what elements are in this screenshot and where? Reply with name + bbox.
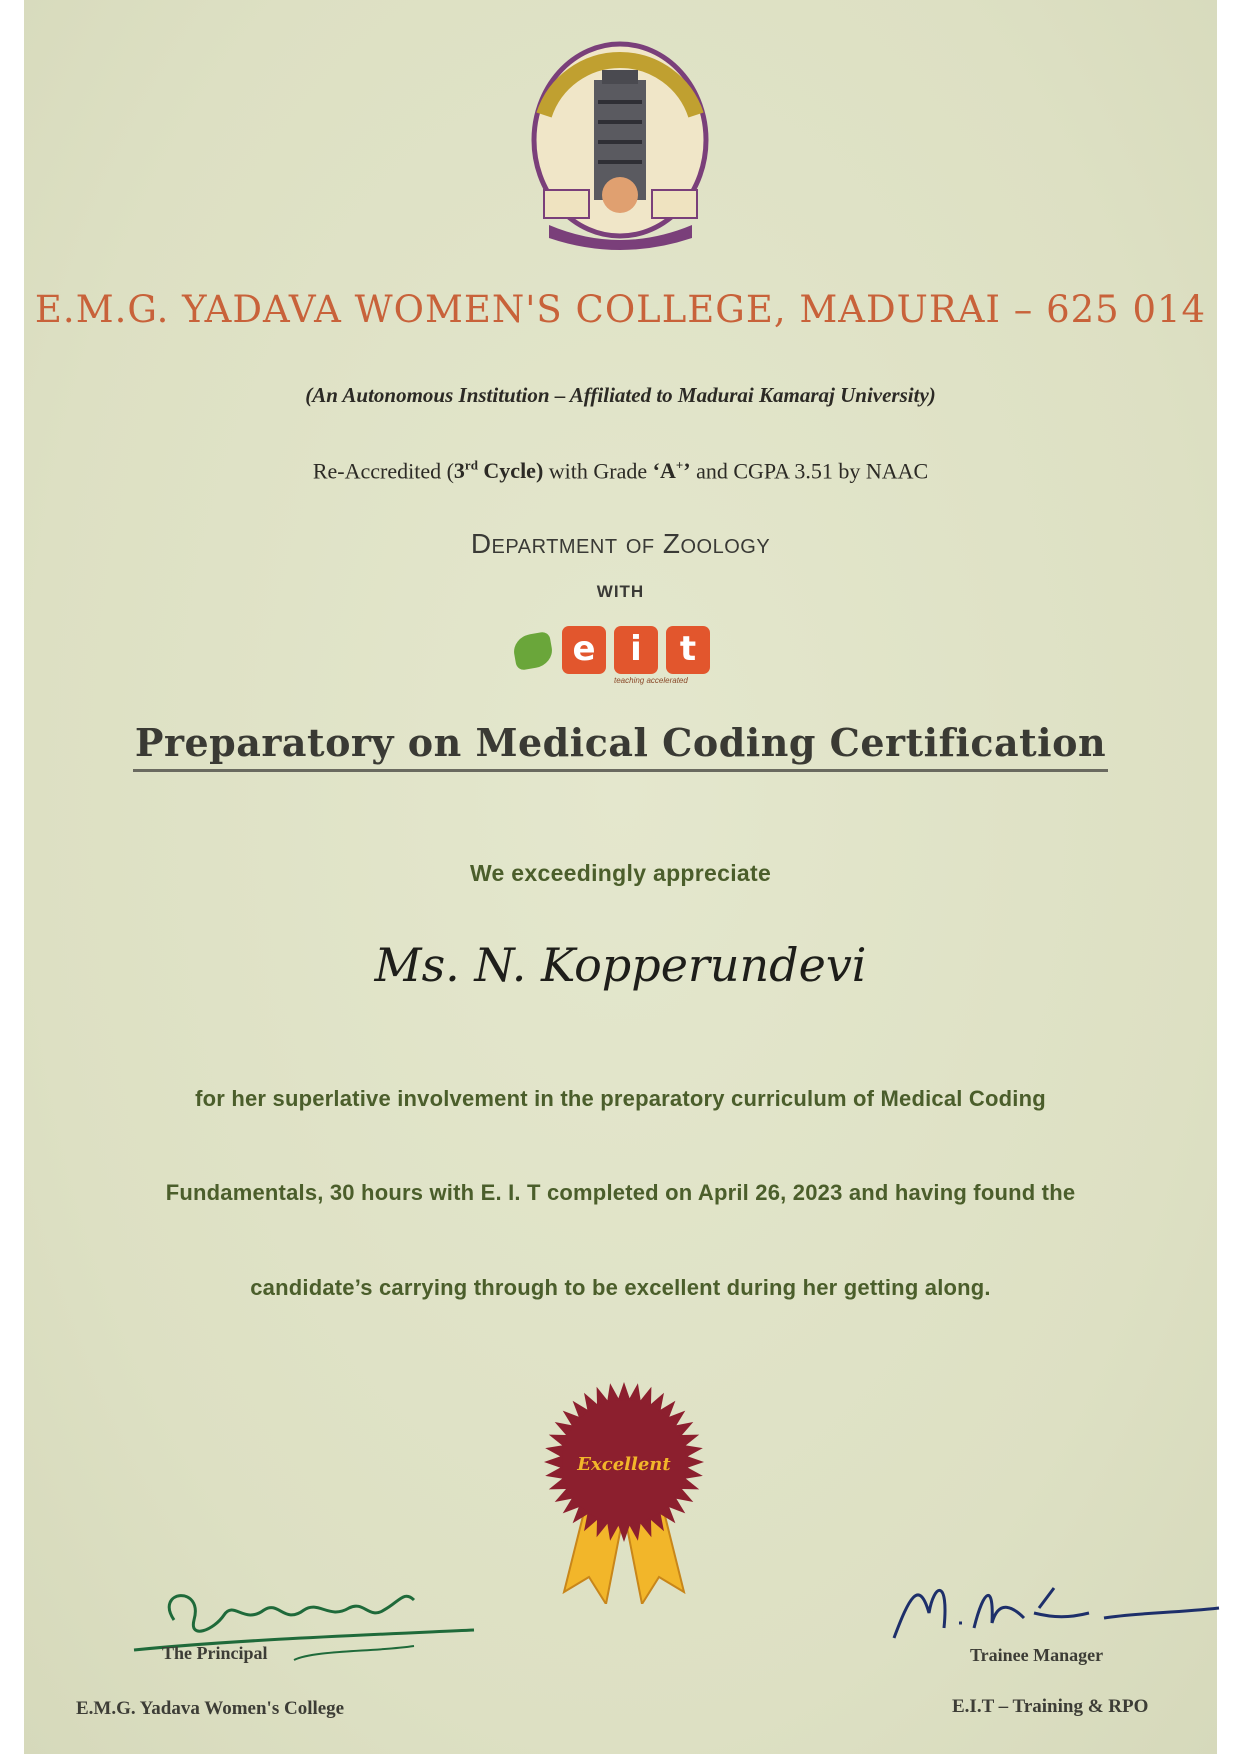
body-text-line-2: Fundamentals, 30 hours with E. I. T completed on April 26, 2023 and having found the — [165, 1180, 1076, 1205]
affiliation-line: (An Autonomous Institution – Affiliated to Madurai Kamaraj University) — [305, 383, 936, 407]
eit-letter-t: t — [666, 626, 710, 674]
eit-letter-e: e — [562, 626, 606, 674]
department-name: Department of Zoology — [470, 528, 771, 559]
accreditation-suffix: and CGPA 3.51 by NAAC — [690, 458, 929, 484]
eit-letter-i: i — [614, 626, 658, 674]
certificate-title: Preparatory on Medical Coding Certification — [24, 720, 1217, 765]
trainee-manager-signature — [874, 1568, 1224, 1648]
eit-tagline: teaching accelerated — [614, 676, 688, 685]
excellent-seal-icon — [544, 1372, 704, 1604]
body-text-line-1: for her superlative involvement in the preparatory curriculum of Medical Coding — [195, 1086, 1046, 1111]
appreciation-line: We exceedingly appreciate — [469, 860, 772, 886]
principal-title: The Principal — [162, 1643, 268, 1663]
accreditation-cycle: 3rd Cycle) — [453, 458, 544, 484]
leaf-icon — [511, 631, 554, 671]
accreditation-middle: with Grade — [543, 458, 653, 484]
eit-partner-logo — [514, 624, 734, 686]
trainee-manager-organization: E.I.T – Training & RPO — [952, 1696, 1149, 1717]
certificate-page — [24, 0, 1217, 1754]
accreditation-grade: ‘A+’ — [652, 458, 691, 484]
body-text-line-3: candidate’s carrying through to be excellent during her getting along. — [250, 1275, 991, 1300]
trainee-manager-title: Trainee Manager — [970, 1645, 1104, 1665]
accreditation-prefix: Re-Accredited ( — [312, 458, 454, 484]
principal-organization: E.M.G. Yadava Women's College — [76, 1698, 345, 1719]
college-emblem-logo — [524, 40, 717, 250]
accreditation-line — [24, 458, 1217, 484]
recipient-name: Ms. N. Kopperundevi — [374, 938, 867, 992]
seal-text: Excellent — [577, 1454, 671, 1475]
with-label: WITH — [596, 582, 645, 601]
college-name: E.M.G. YADAVA WOMEN'S COLLEGE, MADURAI – 625 014 — [34, 288, 1207, 331]
